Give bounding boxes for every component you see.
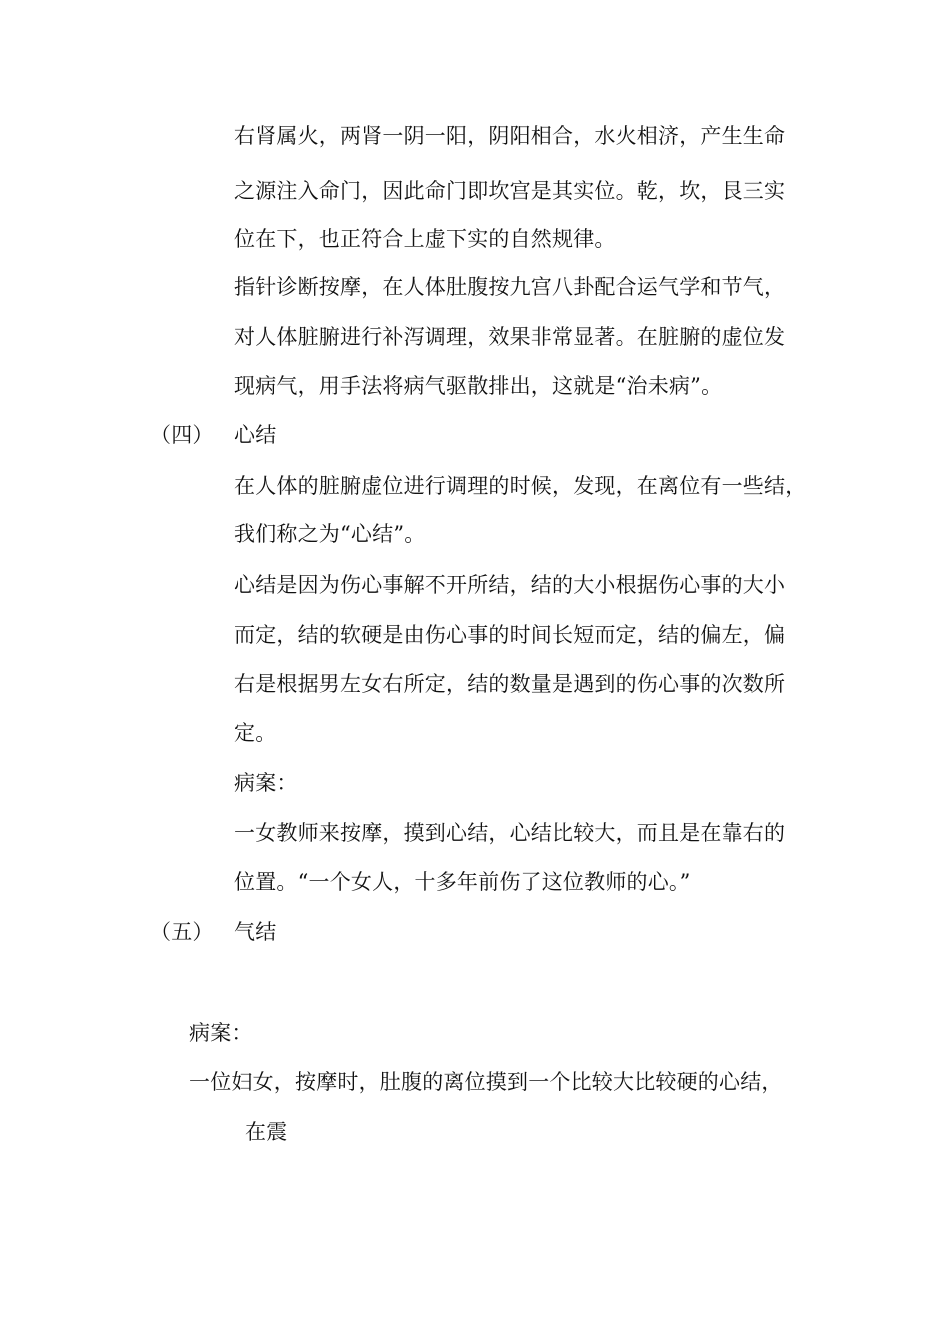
case-1-line-1: 一女教师来按摩，摸到心结，心结比较大，而且是在靠右的	[234, 821, 786, 845]
paragraph-4-line-3: 右是根据男左女右所定，结的数量是遇到的伤心事的次数所	[234, 672, 786, 696]
section-5-title: 气结	[234, 920, 277, 944]
case-2-line-2: 在震	[245, 1120, 288, 1144]
paragraph-1-line-2: 之源注入命门，因此命门即坎宫是其实位。乾，坎，艮三实	[234, 179, 786, 203]
paragraph-2-line-1: 指针诊断按摩，在人体肚腹按九宫八卦配合运气学和节气，	[234, 275, 786, 299]
paragraph-4-line-2: 而定，结的软硬是由伤心事的时间长短而定，结的偏左，偏	[234, 623, 786, 647]
paragraph-1-line-1: 右肾属火，两肾一阴一阳，阴阳相合，水火相济，产生生命	[234, 124, 786, 148]
case-1-line-2: 位置。“一个女人，十多年前伤了这位教师的心。”	[234, 870, 691, 894]
paragraph-1-line-3: 位在下，也正符合上虚下实的自然规律。	[234, 227, 616, 251]
section-5-number: （五）	[150, 920, 214, 944]
paragraph-2-line-3: 现病气，用手法将病气驱散排出，这就是“治未病”。	[234, 374, 723, 398]
paragraph-4-line-1: 心结是因为伤心事解不开所结，结的大小根据伤心事的大小	[234, 573, 786, 597]
paragraph-4-line-4: 定。	[234, 721, 277, 745]
case-2-line-1: 一位妇女，按摩时，肚腹的离位摸到一个比较大比较硬的心结，	[189, 1070, 783, 1094]
paragraph-3-line-2: 我们称之为“心结”。	[234, 522, 426, 546]
section-4-number: （四）	[150, 423, 214, 447]
paragraph-2-line-2: 对人体脏腑进行补泻调理，效果非常显著。在脏腑的虚位发	[234, 325, 786, 349]
case-2-label: 病案：	[189, 1021, 253, 1045]
paragraph-3-line-1: 在人体的脏腑虚位进行调理的时候，发现，在离位有一些结，	[234, 474, 807, 498]
case-1-label: 病案：	[234, 771, 298, 795]
section-4-title: 心结	[234, 423, 277, 447]
